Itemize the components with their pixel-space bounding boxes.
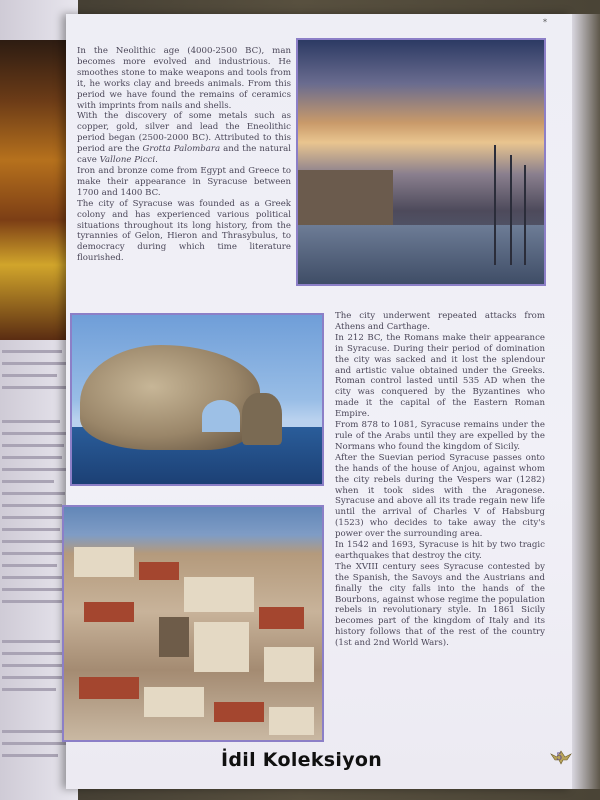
left-page-text-line: [2, 374, 57, 377]
left-page-text-line: [2, 754, 58, 757]
left-page-text-line: [2, 516, 68, 519]
paragraph: In 212 BC, the Romans make their appearance in Syracuse. During their period of domination the city was sacked and it lost the splendour and artistic value obtained under the Greeks. Roman control lasted until 535 AD when the city was conquered by the Byzantines who made it the capital of the Eastern Roman Empire.: [335, 332, 545, 420]
paragraph: Iron and bronze come from Egypt and Greece to make their appearance in Syracuse between 1700 and 1400 BC.: [77, 165, 291, 198]
city-building: [184, 577, 254, 612]
cathedral: [194, 622, 249, 672]
rock-formation: [80, 345, 260, 450]
harbor-water: [298, 225, 544, 286]
paragraph: In the Neolithic age (4000-2500 BC), man becomes more evolved and industrious. He smoothes stone to make weapons and tools from it, he works clay and breeds animals. From this period we have found the remains of ceramics with imprints from nails and shells.: [77, 46, 291, 111]
city-roof: [79, 677, 139, 699]
left-page-text-line: [2, 640, 60, 643]
paragraph: In 1542 and 1693, Syracuse is hit by two tragic earthquakes that destroy the city.: [335, 540, 545, 561]
paragraph: The city of Syracuse was founded as a Greek colony and has experienced various political situations throughout its long history, from the tyrannies of Gelon, Hieron and Thrasybulus, to democracy during which time literature flourished.: [77, 198, 291, 264]
left-page-text-line: [2, 492, 65, 495]
place-name-grotta: Grotta Palombara: [142, 144, 221, 155]
city-building: [144, 687, 204, 717]
page-number: 5: [556, 752, 563, 763]
paragraph-text: and the natural cave: [77, 144, 291, 166]
left-page-text-line: [2, 432, 68, 435]
text-column-left: [77, 46, 291, 264]
left-page-text-line: [2, 468, 69, 471]
left-page-text-line: [2, 540, 66, 543]
city-roof: [139, 562, 179, 580]
boat-mast: [494, 145, 496, 265]
photo-rock-arch: [70, 313, 324, 486]
left-page-text-line: [2, 688, 56, 691]
left-page-text-line: [2, 552, 63, 555]
city-building: [264, 647, 314, 682]
left-page-text-line: [2, 664, 64, 667]
left-page-text-line: [2, 386, 66, 389]
boat-mast: [510, 155, 512, 265]
city-roof: [84, 602, 134, 622]
left-page-text-line: [2, 742, 66, 745]
paragraph: The city underwent repeated attacks from Athens and Carthage.: [335, 311, 545, 332]
boat-mast: [524, 165, 526, 265]
paragraph: After the Suevian period Syracuse passes onto the hands of the house of Anjou, against whom the city rebels during the Vespers war (1282) when it took sides with the Aragonese. Syracuse and above all its trade regain new life until the arrival of Charles V of Habsburg (1523) who decides to take away the city's power over the surrounding area.: [335, 452, 545, 540]
left-page-text-line: [2, 528, 60, 531]
left-page-text-line: [2, 456, 62, 459]
left-page-text-line: [2, 652, 68, 655]
left-page-text-line: [2, 350, 62, 353]
photo-city-aerial: [62, 505, 324, 742]
left-page-text-line: [2, 588, 62, 591]
left-page-market-photo: [0, 40, 70, 340]
city-roof: [214, 702, 264, 722]
left-page-text-line: [2, 600, 65, 603]
city-building: [269, 707, 314, 735]
page-edge-shadow: [572, 14, 600, 789]
city-roof: [259, 607, 304, 629]
photo-harbor-sunset: [296, 38, 546, 286]
city-building: [74, 547, 134, 577]
left-page-text-line: [2, 420, 60, 423]
left-page-text-line: [2, 480, 54, 483]
text-column-right: [335, 311, 545, 649]
left-page-text-line: [2, 730, 62, 733]
city-shadow: [159, 617, 189, 657]
corner-mark: *: [543, 18, 547, 27]
left-page-text-line: [2, 564, 57, 567]
paragraph: With the discovery of some metals such as copper, gold, silver and lead the Eneolithic period began (2500-2000 BC). Attributed to this period are the Grotta Palombara and the natural cave Vallone Picci.: [77, 111, 291, 166]
left-page-text-line: [2, 504, 62, 507]
left-page-text-line: [2, 576, 68, 579]
paragraph: From 878 to 1081, Syracuse remains under the rule of the Arabs until they are expelled by the Normans who found the kingdom of Sicily.: [335, 420, 545, 452]
rock-arch-opening: [202, 400, 240, 432]
left-page-text-line: [2, 362, 70, 365]
left-page-text-line: [2, 676, 62, 679]
place-name-vallone: Vallone Picci: [99, 155, 156, 166]
paragraph: The XVIII century sees Syracuse contested by the Spanish, the Savoys and the Austrians and finally the city falls into the hands of the Bourbons, against whose regime the population rebels in revolutionary style. In 1861 Sicily becomes part of the kingdom of Italy and its history follows that of the rest of the country (1st and 2nd World Wars).: [335, 561, 545, 649]
rock-formation-side: [242, 393, 282, 445]
paragraph-text: With the discovery of some metals such as copper, gold, silver and lead the Eneolithic period began (2500-2000 BC). Attributed to this period are the: [77, 111, 291, 155]
watermark-label: İdil Koleksiyon: [221, 749, 383, 771]
left-page-text-line: [2, 444, 64, 447]
harbor-building: [298, 170, 393, 225]
